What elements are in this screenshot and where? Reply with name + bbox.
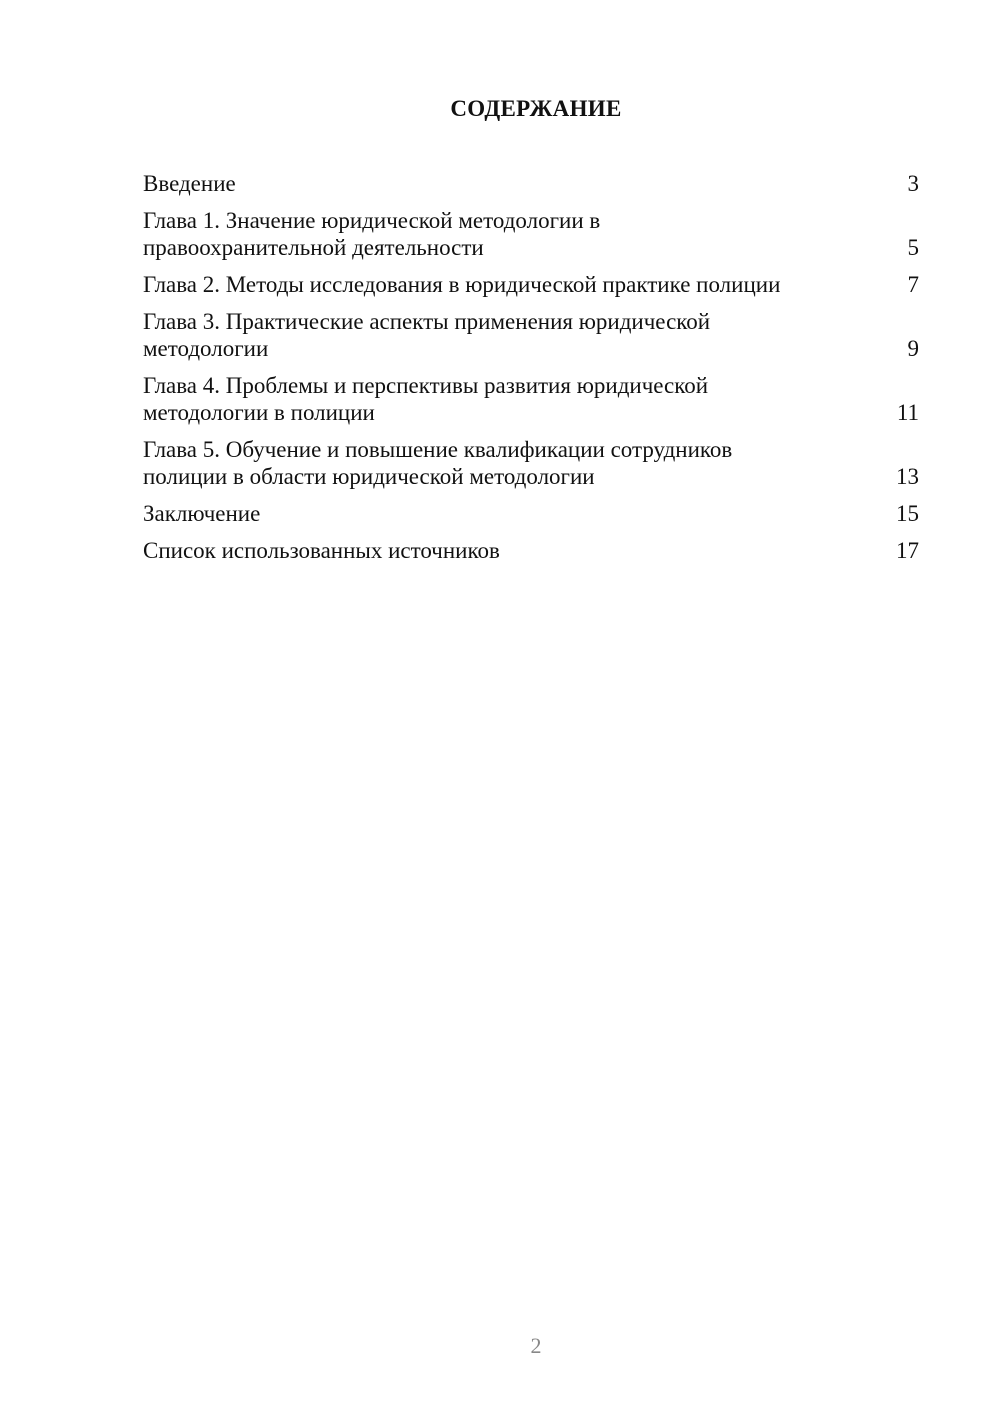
toc-entry-page: 9: [907, 336, 919, 361]
toc-entry-text: Глава 3. Практические аспекты применения юридической методологии: [143, 309, 711, 361]
toc-entry: [143, 271, 919, 298]
toc-entry: [143, 436, 919, 490]
toc-entry: [143, 500, 919, 527]
toc-entry-text: Список использованных источников: [143, 538, 500, 563]
toc-entry-text: Глава 1. Значение юридической методологии в правоохранительной деятельности: [143, 208, 601, 260]
toc-entry-page: 3: [907, 171, 919, 196]
toc-entry: [143, 207, 919, 261]
toc-entry-page: 17: [896, 538, 919, 563]
toc-entry-page: 15: [896, 501, 919, 526]
toc-entry-text: Глава 5. Обучение и повышение квалификации сотрудников полиции в области юридической методологии: [143, 437, 733, 489]
toc-entry: [143, 372, 919, 426]
toc-entry-text: Глава 4. Проблемы и перспективы развития юридической методологии в полиции: [143, 373, 709, 425]
toc-entry-page: 5: [907, 235, 919, 260]
table-of-contents: [143, 170, 919, 574]
toc-entry-page: 7: [907, 272, 919, 297]
toc-entry-page: 11: [896, 400, 919, 425]
toc-entry-text: Глава 2. Методы исследования в юридической практике полиции: [143, 272, 781, 297]
toc-entry-page: 13: [896, 464, 919, 489]
toc-entry-text: Введение: [143, 171, 236, 196]
toc-entry-text: Заключение: [143, 501, 261, 526]
page-number: 2: [530, 1333, 542, 1358]
toc-entry: [143, 537, 919, 564]
toc-title: СОДЕРЖАНИЕ: [450, 96, 622, 121]
toc-entry: [143, 308, 919, 362]
toc-entry: [143, 170, 919, 197]
